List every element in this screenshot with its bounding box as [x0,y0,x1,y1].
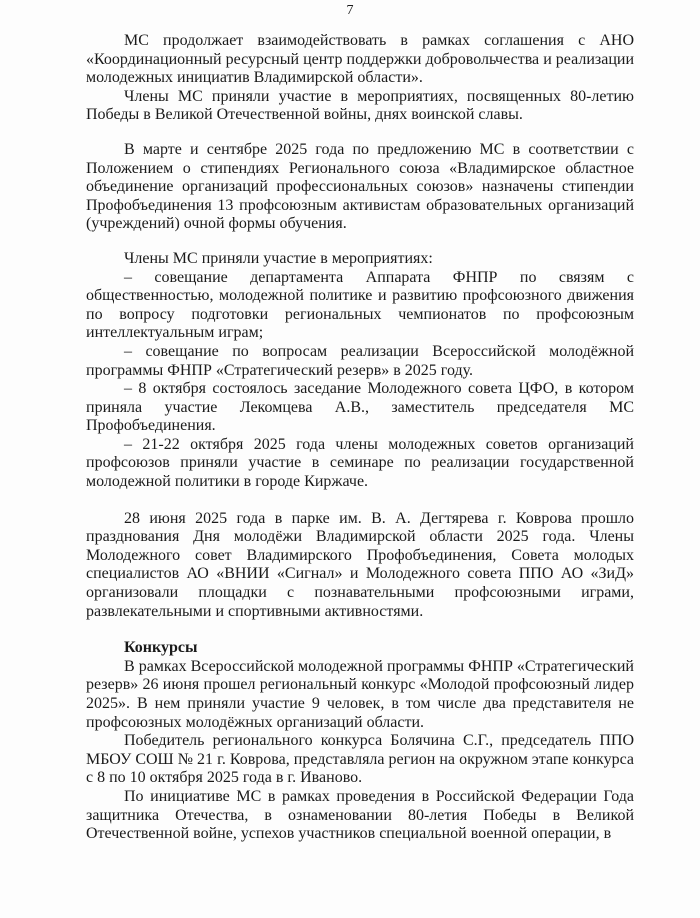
list-item-fnpr-meeting: – совещание департамента Аппарата ФНПР по связям с общественностью, молодежной политике и развитию профсоюзного движения по вопросу подготовки региональных чемпионатов по профсоюзным интеллектуальным играм; [86,268,634,342]
paragraph-victory-events: Члены МС приняли участие в мероприятиях, посвященных 80-летию Победы в Великой Отечественной войны, днях воинской славы. [86,87,634,124]
paragraph-young-leader-contest: В рамках Всероссийской молодежной программы ФНПР «Стратегический резерв» 26 июня прошел региональный конкурс «Молодой профсоюзный лидер 2025». В нем приняли участие 9 человек, в том числе два представителя не профсоюзных молодёжных организаций области. [86,657,634,731]
list-item-strategic-reserve: – совещание по вопросам реализации Всероссийской молодёжной программы ФНПР «Стратегический резерв» в 2025 году. [86,342,634,379]
page-number: 7 [346,3,354,18]
paragraph-scholarships: В марте и сентябре 2025 года по предложению МС в соответствии с Положением о стипендиях Регионального союза «Владимирское областное объединение организаций профессиональных союзов» назначены стипендии Профобъединения 13 профсоюзным активистам образовательных организаций (учреждений) очной формы обучения. [86,140,634,233]
paragraph-defender-year: По инициативе МС в рамках проведения в Российской Федерации Года защитника Отечества, в ознаменовании 80-летия Победы в Великой Отечественной войне, успехов участников специальной военной операции, в [86,787,634,843]
paragraph-youth-day: 28 июня 2025 года в парке им. В. А. Дегтярева г. Коврова прошло празднования Дня молодёжи Владимирской области 2025 года. Члены Молодежного совет Владимирского Профобъединения, Совета молодых специалистов АО «ВНИИ «Сигнал» и Молодежного совета ППО АО «ЗиД» организовали площадки с познавательными профсоюзными играми, развлекательными и спортивными активностями. [86,509,634,620]
paragraph-contest-winner: Победитель регионального конкурса Болячина С.Г., председатель ППО МБОУ СОШ № 21 г. Коврова, представляла регион на окружном этапе конкурса с 8 по 10 октября 2025 года в г. Иваново. [86,732,634,787]
list-item-cfo-council: – 8 октября состоялось заседание Молодежного совета ЦФО, в котором приняла участие Лекомцева А.В., заместитель председателя МС Профобъединения. [86,380,634,435]
paragraph-ano-cooperation: МС продолжает взаимодействовать в рамках соглашения с АНО «Координационный ресурсный центр поддержки добровольчества и реализации молодежных инициатив Владимирской области». [86,32,634,87]
list-item-kirzhach-seminar: – 21-22 октября 2025 года члены молодежных советов организаций профсоюзов приняли участие в семинаре по реализации государственной молодежной политики в городе Киржаче. [86,435,634,491]
section-heading-contests: Конкурсы [124,639,198,657]
paragraph-events-intro: Члены МС приняли участие в мероприятиях: [124,249,433,267]
document-body [86,32,634,844]
